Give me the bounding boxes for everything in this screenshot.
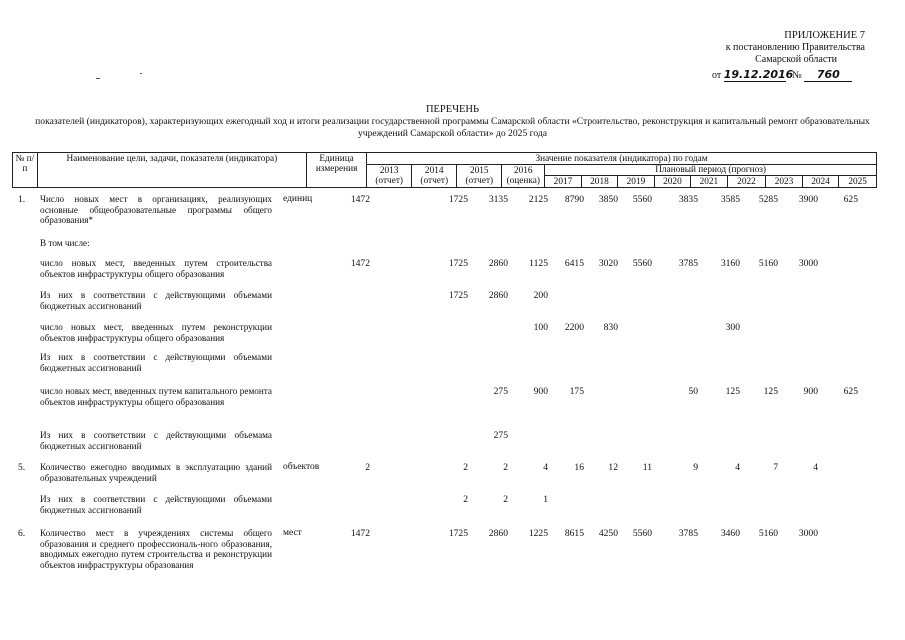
- header-unit: Единица измерения: [307, 153, 367, 188]
- decree-date-line: [712, 68, 872, 82]
- value-2017: 1225: [528, 528, 548, 539]
- value-2024: 3000: [798, 258, 818, 269]
- value-2023: 5160: [758, 258, 778, 269]
- value-2021: 3835: [678, 194, 698, 205]
- value-2023: 5285: [758, 194, 778, 205]
- header-year-2019: 2019: [618, 176, 654, 188]
- row-number: 1.: [18, 194, 26, 205]
- header-year-2017: 2017: [545, 176, 581, 188]
- indicator-name: Из них в соответствии с действующими объемами бюджетных ассигнований: [40, 290, 272, 311]
- value-2021: 3785: [678, 258, 698, 269]
- value-2023: 7: [773, 462, 778, 473]
- value-2024: 3000: [798, 528, 818, 539]
- scan-speck: [140, 73, 142, 74]
- value-2017: 2125: [528, 194, 548, 205]
- indicator-unit: мест: [283, 528, 302, 538]
- value-2022: 125: [725, 386, 740, 397]
- value-2020: 5560: [632, 258, 652, 269]
- value-2019: 4250: [598, 528, 618, 539]
- header-values-group: Значение показателя (индикатора) по годам: [367, 153, 877, 165]
- value-2024: 3900: [798, 194, 818, 205]
- value-2019: 3020: [598, 258, 618, 269]
- value-2020: 11: [642, 462, 652, 473]
- indicator-name: число новых мест, введенных путем реконструкции объектов инфраструктуры общего образования: [40, 322, 272, 343]
- value-2018: 2200: [564, 322, 584, 333]
- header-num: № п/п: [13, 153, 38, 188]
- value-2016: 3135: [488, 194, 508, 205]
- value-2025: 625: [843, 386, 858, 397]
- number-label: №: [792, 70, 802, 81]
- value-2018: 8790: [564, 194, 584, 205]
- value-2015: 1725: [448, 194, 468, 205]
- value-2018: 8615: [564, 528, 584, 539]
- value-2016: 2: [503, 494, 508, 505]
- indicators-table-header: [12, 152, 877, 188]
- value-2015: 1725: [448, 258, 468, 269]
- value-2016: 275: [493, 386, 508, 397]
- value-2016: 2860: [488, 528, 508, 539]
- indicator-name: Из них в соответствии с действующими объемами бюджетных ассигнований: [40, 494, 272, 515]
- value-2016: 275: [493, 430, 508, 441]
- indicator-name: число новых мест, введенных путем капитального ремонта объектов инфраструктуры общего образования: [40, 386, 272, 407]
- header-name: Наименование цели, задачи, показателя (индикатора): [37, 153, 306, 188]
- appendix-line-2: к постановлению Правительства: [725, 42, 865, 53]
- value-2025: 625: [843, 194, 858, 205]
- value-2018: 6415: [564, 258, 584, 269]
- value-2018: 175: [569, 386, 584, 397]
- scan-speck: [96, 78, 100, 79]
- value-2017: 100: [533, 322, 548, 333]
- header-year-2014: 2014 (отчет): [412, 165, 457, 188]
- indicator-name: Количество ежегодно вводимых в эксплуатацию зданий образовательных учреждений: [40, 462, 272, 483]
- indicator-name: Количество мест в учреждениях системы общего образования и среднего профессиональ-ного образования, вводимых ежегодно путем строительства и реконструкции объектов инфраструктуры образования: [40, 528, 272, 570]
- appendix-line-3: Самарской области: [755, 54, 837, 65]
- value-2021: 50: [688, 386, 698, 397]
- value-2022: 3585: [720, 194, 740, 205]
- value-2023: 5160: [758, 528, 778, 539]
- header-year-2021: 2021: [691, 176, 727, 188]
- value-2015: 1725: [448, 528, 468, 539]
- indicator-unit: объектов: [283, 462, 320, 472]
- header-year-2020: 2020: [654, 176, 690, 188]
- value-2022: 3460: [720, 528, 740, 539]
- value-2017: 4: [543, 462, 548, 473]
- value-2018: 16: [574, 462, 584, 473]
- value-2015: 1725: [448, 290, 468, 301]
- value-2023: 125: [763, 386, 778, 397]
- indicator-name: число новых мест, введенных путем строительства объектов инфраструктуры общего образования: [40, 258, 272, 279]
- value-2020: 5560: [632, 528, 652, 539]
- value-2017: 900: [533, 386, 548, 397]
- value-2015: 2: [463, 494, 468, 505]
- value-2024: 900: [803, 386, 818, 397]
- header-year-2025: 2025: [839, 176, 877, 188]
- value-2021: 3785: [678, 528, 698, 539]
- indicator-name: Число новых мест в организациях, реализующих основные общеобразовательные программы общего образования*: [40, 194, 272, 226]
- header-year-2016: 2016 (оценка): [502, 165, 545, 188]
- appendix-block: [726, 30, 865, 66]
- row-number: 5.: [18, 462, 26, 473]
- value-2019: 3850: [598, 194, 618, 205]
- value-2016: 2860: [488, 290, 508, 301]
- value-2013: 2: [365, 462, 370, 473]
- value-2022: 3160: [720, 258, 740, 269]
- title-heading: ПЕРЕЧЕНЬ: [425, 104, 480, 115]
- row-number: 6.: [18, 528, 26, 539]
- appendix-title: ПРИЛОЖЕНИЕ 7: [784, 30, 865, 41]
- indicator-name: Из них в соответствии с действующими объемами бюджетных ассигнований: [40, 352, 272, 373]
- value-2019: 830: [603, 322, 618, 333]
- indicator-name: Из них в соответствии с действующими объемама бюджетных ассигнований: [40, 430, 272, 451]
- value-2013: 1472: [350, 194, 370, 205]
- header-year-2023: 2023: [766, 176, 802, 188]
- value-2021: 9: [693, 462, 698, 473]
- value-2016: 2: [503, 462, 508, 473]
- header-year-2024: 2024: [802, 176, 838, 188]
- title-subtitle: показателей (индикаторов), характеризующих ежегодный ход и итоги реализации государственной программы Самарской области «Строительство, реконструкция и капитальный ремонт образовательных учреждений Самарской области» до 2025 года: [35, 116, 870, 139]
- value-2015: 2: [463, 462, 468, 473]
- header-year-2022: 2022: [727, 176, 766, 188]
- value-2022: 4: [735, 462, 740, 473]
- value-2022: 300: [725, 322, 740, 333]
- header-year-2018: 2018: [581, 176, 617, 188]
- value-2013: 1472: [350, 528, 370, 539]
- header-year-2013: 2013 (отчет): [367, 165, 412, 188]
- indicator-name: В том числе:: [40, 238, 90, 248]
- from-label: от: [712, 70, 722, 81]
- decree-date: 19.12.2016: [723, 68, 794, 81]
- header-year-2015: 2015 (отчет): [457, 165, 502, 188]
- value-2024: 4: [813, 462, 818, 473]
- value-2019: 12: [608, 462, 618, 473]
- value-2017: 1: [543, 494, 548, 505]
- value-2020: 5560: [632, 194, 652, 205]
- header-plan-group: Плановый период (прогноз): [545, 165, 877, 176]
- indicator-unit: единиц: [283, 194, 313, 204]
- value-2016: 2860: [488, 258, 508, 269]
- value-2013: 1472: [350, 258, 370, 269]
- document-title: [0, 104, 905, 140]
- value-2017: 200: [533, 290, 548, 301]
- value-2017: 1125: [529, 258, 548, 269]
- decree-number: 760: [804, 68, 852, 82]
